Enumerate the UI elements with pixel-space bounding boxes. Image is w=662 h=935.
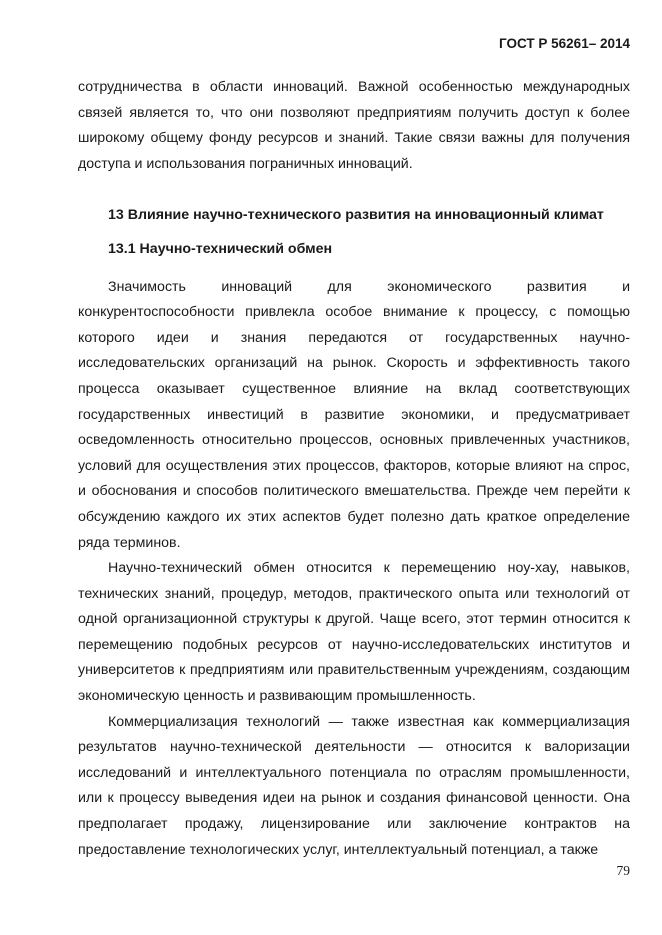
document-header: ГОСТ Р 56261– 2014 [499, 36, 630, 51]
section-heading: 13 Влияние научно-технического развития на инновационный климат [108, 207, 604, 224]
subsection-heading: 13.1 Научно-технический обмен [108, 240, 333, 257]
body-paragraph: Коммерциализация технологий — также известная как коммерциализация результатов научно-технической деятельности — относится к валоризации исследований и интеллектуального потенциала по отраслям промышленности, или к процессу выведения идеи на рынок и создания финансовой ценности. Она предполагает продажу, лицензирование или заключение контрактов на предоставление технологических услуг, интеллектуальный потенциал, а также [78, 713, 630, 858]
body-paragraph: Научно-технический обмен относится к перемещению ноу-хау, навыков, технических знаний, процедур, методов, практического опыта или технологий от одной организационной структуры к другой. Чаще всего, этот термин относится к перемещению подобных ресурсов от научно-исследовательских институтов и университетов к предприятиям или правительственным учреждениям, создающим экономическую ценность и развивающим промышленность. [78, 560, 630, 705]
body-paragraph: Значимость инноваций для экономического развития и конкурентоспособности привлекла особое внимание к процессу, с помощью которого идеи и знания передаются от государственных научно-исследовательских организаций на рынок. Скорость и эффективность такого процесса оказывает существенное влияние на вклад соответствующих государственных инвестиций в развитие экономики, и предусматривает осведомленность относительно процессов, основных привлеченных участников, условий для осуществления этих процессов, факторов, которые влияют на спрос, и обоснования и способов политического вмешательства. Прежде чем перейти к обсуждению каждого их этих аспектов будет полезно дать краткое определение ряда терминов. [78, 278, 630, 551]
page-number: 79 [616, 863, 630, 878]
continuation-paragraph: сотрудничества в области инноваций. Важной особенностью международных связей является то, что они позволяют предприятиям получить доступ к более широкому общему фонду ресурсов и знаний. Такие связи важны для получения доступа и использования пограничных инноваций. [78, 79, 630, 172]
page-body [78, 75, 630, 863]
